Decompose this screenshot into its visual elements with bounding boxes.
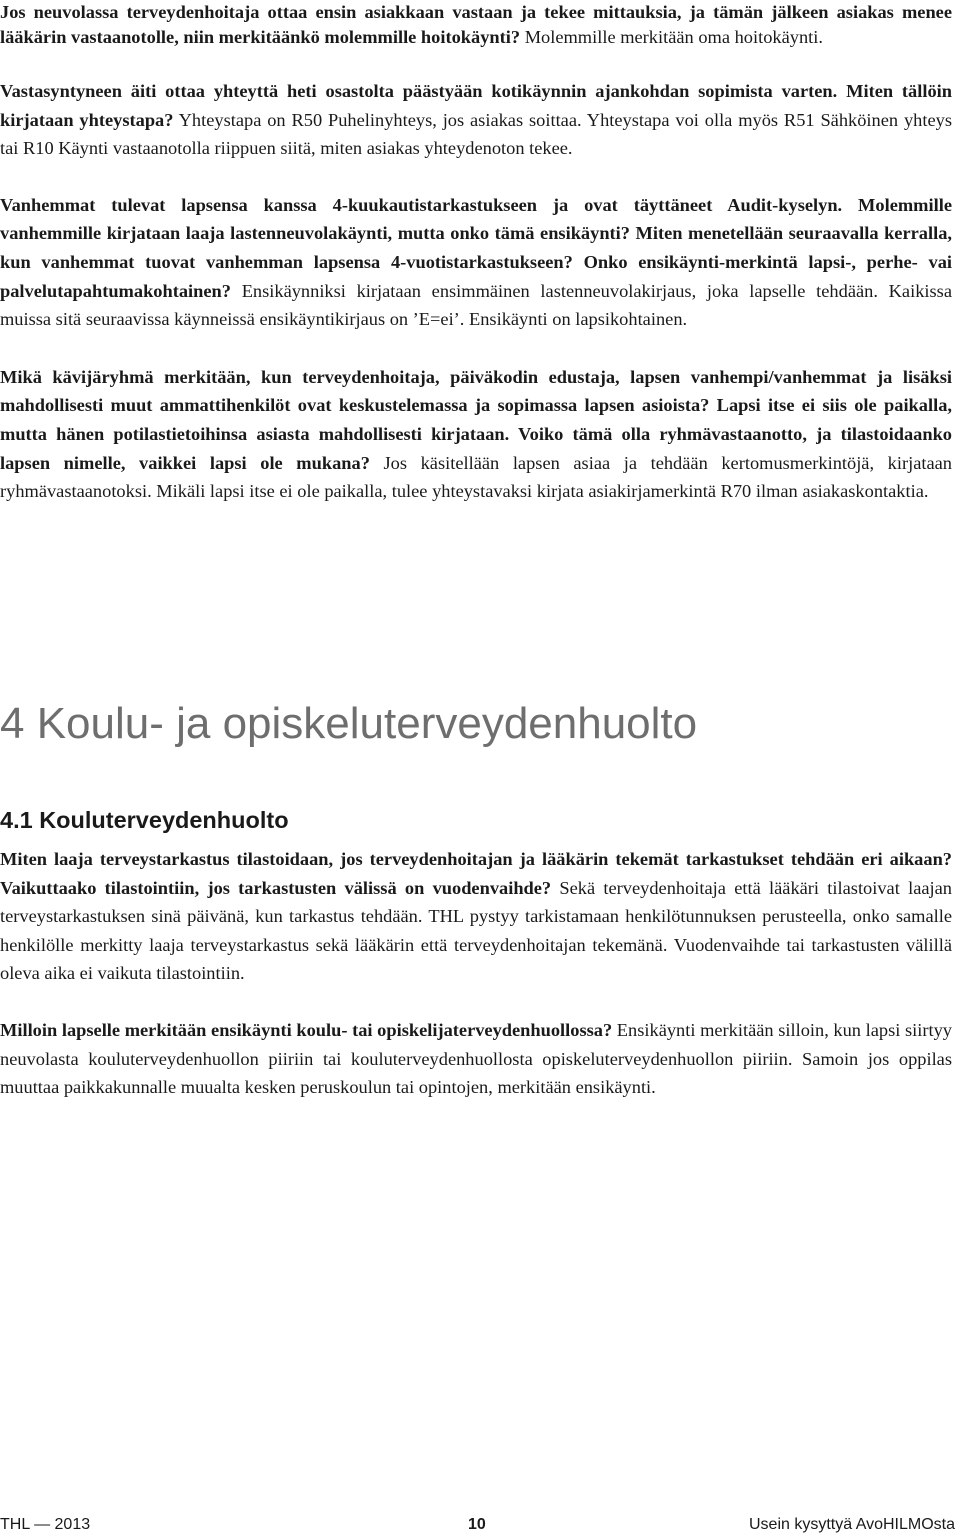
faq-item: [0, 845, 952, 988]
faq-answer: Ensikäynniksi kirjataan ensimmäinen lastenneuvolakirjaus, joka lapselle tehdään. Kaikissa muissa sitä seuraavissa käynneissä ensikäyntikirjaus on ’E=ei’. Ensikäynti on lapsikohtainen.: [0, 280, 952, 330]
faq-item: [0, 77, 952, 163]
faq-question: Vanhemmat tulevat lapsensa kanssa 4-kuukautistarkastukseen ja ovat täyttäneet Audit-kyselyn. Molemmille vanhemmille kirjataan laaja lastenneuvolakäynti, mutta onko tämä ensikäynti? Miten menetellään seuraavalla kerralla, kun vanhemmat tuovat vanhemman lapsensa 4-vuotistarkastukseen? Onko ensikäynti-merkintä lapsi-, perhe- vai palvelutapahtumakohtainen?: [0, 194, 952, 301]
faq-section-kouluterveydenhuolto: [0, 845, 952, 1102]
page-number: 10: [468, 1516, 486, 1533]
faq-item: [0, 191, 952, 334]
faq-question: Milloin lapselle merkitään ensikäynti koulu- tai opiskelijaterveydenhuollossa?: [0, 1019, 613, 1040]
footer-document-title: Usein kysyttyä AvoHILMOsta: [749, 1516, 955, 1533]
faq-question: Miten laaja terveystarkastus tilastoidaan, jos terveydenhoitajan ja lääkärin tekemät tarkastukset tehdään eri aikaan? Vaikuttaako tilastointiin, jos tarkastusten välissä on vuodenvaihde?: [0, 849, 952, 898]
faq-question: Mikä kävijäryhmä merkitään, kun terveydenhoitaja, päiväkodin edustaja, lapsen vanhempi/vanhemmat ja lisäksi mahdollisesti muut ammattihenkilöt ovat keskustelemassa ja sopimassa lapsen asioista? Lapsi itse ei siis ole paikalla, mutta hänen potilastietoihinsa asiasta mahdollisesti kirjataan. Voiko tämä olla ryhmävastaanotto, ja tilastoidaanko lapsen nimelle, vaikkei lapsi ole mukana?: [0, 366, 952, 473]
footer-publisher: THL — 2013: [0, 1516, 91, 1533]
faq-answer: Sekä terveydenhoitaja että lääkäri tilastoivat laajan terveystarkastuksen sinä päivänä, kun tarkastus tehdään. THL pystyy tarkistamaan henkilötunnuksen perusteella, onko samalle henkilölle merkitty laaja terveystarkastus sekä lääkärin että terveydenhoitajan tekemänä. Vuodenvaihde tai tarkastusten välillä oleva aika ei vaikuta tilastointiin.: [0, 877, 952, 984]
faq-answer: Jos käsitellään lapsen asiaa ja tehdään kertomusmerkintöjä, kirjataan ryhmävastaanotoksi. Mikäli lapsi itse ei ole paikalla, tulee yhteystavaksi kirjata asiakirjamerkintä R70 ilman asiakaskontaktia.: [0, 452, 952, 502]
page-footer: [0, 1513, 955, 1537]
faq-question: Jos neuvolassa terveydenhoitaja ottaa ensin asiakkaan vastaan ja tekee mittauksia, ja tämän jälkeen asiakas menee lääkärin vastaanotolle, niin merkitäänkö molemmille hoitokäynti?: [0, 2, 952, 47]
faq-question: Vastasyntyneen äiti ottaa yhteyttä heti osastolta päästyään kotikäynnin ajankohdan sopimista varten. Miten tällöin kirjataan yhteystapa?: [0, 81, 952, 130]
faq-section-neuvola: [0, 0, 952, 506]
faq-answer: Ensikäynti merkitään silloin, kun lapsi siirtyy neuvolasta kouluterveydenhuollon piiriin tai kouluterveydenhuollosta opiskeluterveydenhuollon piiriin. Samoin jos oppilas muuttaa paikkakunnalle muualta kesken peruskoulun tai opintojen, merkitään ensikäynti.: [0, 1019, 952, 1098]
section-heading: 4.1 Kouluterveydenhuolto: [0, 807, 289, 833]
faq-item: [0, 0, 952, 50]
faq-answer: Molemmille merkitään oma hoitokäynti.: [524, 27, 823, 47]
faq-answer: Yhteystapa on R50 Puhelinyhteys, jos asiakas soittaa. Yhteystapa voi olla myös R51 Sähköinen yhteys tai R10 Käynti vastaanotolla riippuen siitä, miten asiakas yhteydenoton tekee.: [0, 109, 952, 159]
faq-item: [0, 363, 952, 506]
chapter-heading: 4 Koulu- ja opiskeluterveydenhuolto: [0, 699, 698, 748]
faq-item: [0, 1016, 952, 1102]
